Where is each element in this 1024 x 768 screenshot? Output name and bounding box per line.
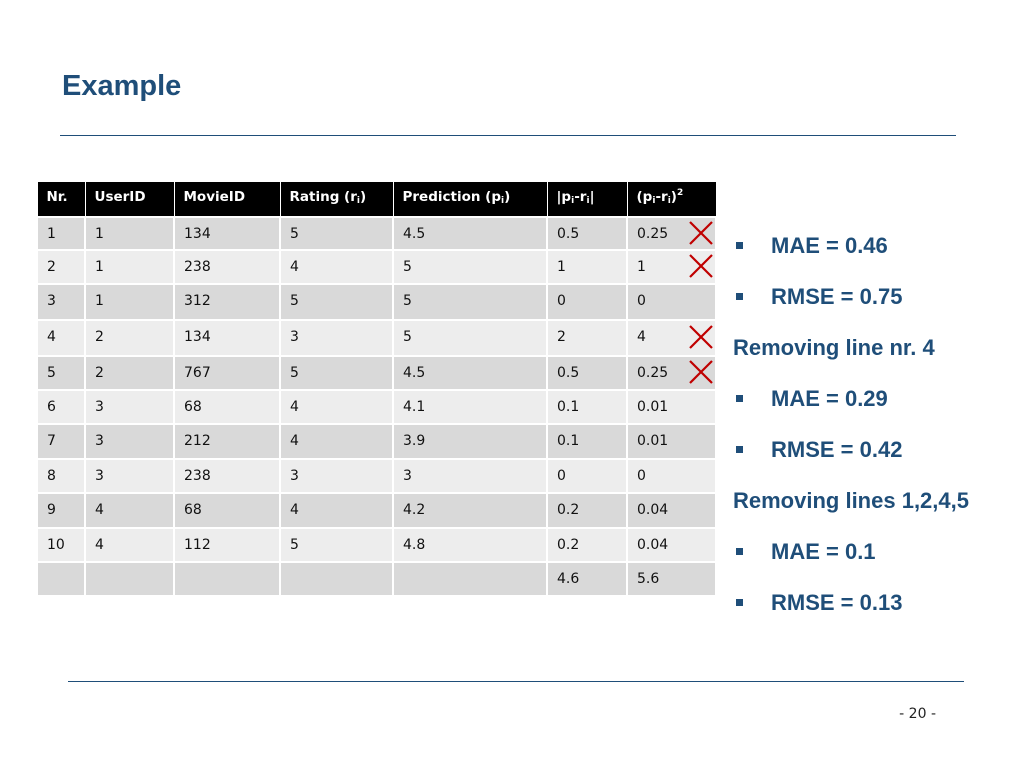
table-cell: 0 xyxy=(627,284,716,320)
table-cell: 3 xyxy=(85,424,174,459)
cross-icon xyxy=(688,359,714,385)
header-sq-sub1: i xyxy=(652,196,656,206)
header-abs-sub2: i xyxy=(586,196,590,206)
table-cell: 5 xyxy=(280,217,393,250)
table-row xyxy=(37,284,716,320)
table-row xyxy=(37,390,716,424)
table-cell: 1 xyxy=(85,284,174,320)
table-cell: 4 xyxy=(627,320,716,356)
table-cell: 7 xyxy=(37,424,85,459)
table-cell: 68 xyxy=(174,493,280,528)
table-cell: 4 xyxy=(37,320,85,356)
table-cell: 0.1 xyxy=(547,390,627,424)
table-cell xyxy=(280,562,393,596)
table-row xyxy=(37,320,716,356)
header-movieid: MovieID xyxy=(174,182,280,218)
heading-remove-1245: Removing lines 1,2,4,5 xyxy=(733,488,969,513)
table-row xyxy=(37,459,716,493)
table-cell: 0.5 xyxy=(547,217,627,250)
header-sq-sup: 2 xyxy=(676,188,684,198)
mae-all-text: MAE = 0.46 xyxy=(771,233,888,258)
table-cell: 5 xyxy=(37,356,85,390)
table-cell: 3 xyxy=(280,320,393,356)
bullet-square-icon xyxy=(736,293,743,300)
header-abs-close: | xyxy=(589,189,595,205)
table-cell: 0.01 xyxy=(627,424,716,459)
bullet-square-icon xyxy=(736,242,743,249)
table-cell: 0.25 xyxy=(627,217,716,250)
bullet-square-icon xyxy=(736,548,743,555)
table-cell: 0.01 xyxy=(627,390,716,424)
table-cell: 1 xyxy=(37,217,85,250)
table-cell: 10 xyxy=(37,528,85,562)
table-cell: 0 xyxy=(547,459,627,493)
table-row xyxy=(37,528,716,562)
table-cell: 4.1 xyxy=(393,390,547,424)
table-cell: 4 xyxy=(280,493,393,528)
table-cell: 1 xyxy=(627,250,716,284)
rmse-remove-4-text: RMSE = 0.42 xyxy=(771,437,903,462)
header-rating-close: ) xyxy=(359,189,367,205)
table-cell: 212 xyxy=(174,424,280,459)
table-cell: 134 xyxy=(174,320,280,356)
table-cell: 0.1 xyxy=(547,424,627,459)
table-cell xyxy=(174,562,280,596)
header-prediction-close: ) xyxy=(504,189,511,205)
table-cell: 3.9 xyxy=(393,424,547,459)
table-cell: 8 xyxy=(37,459,85,493)
table-row xyxy=(37,356,716,390)
heading-remove-4: Removing line nr. 4 xyxy=(733,335,935,360)
table-cell: 4 xyxy=(280,424,393,459)
table-cell: 4.8 xyxy=(393,528,547,562)
table-cell: 3 xyxy=(393,459,547,493)
cross-icon xyxy=(688,324,714,350)
table-cell: 5 xyxy=(280,284,393,320)
header-userid: UserID xyxy=(85,182,174,218)
table-cell: 0 xyxy=(547,284,627,320)
header-nr: Nr. xyxy=(37,182,85,218)
top-divider xyxy=(60,135,956,136)
table-cell: 4 xyxy=(280,250,393,284)
table-cell: 0.2 xyxy=(547,528,627,562)
table-cell: 2 xyxy=(85,356,174,390)
table-cell: 3 xyxy=(37,284,85,320)
table-cell: 4 xyxy=(85,528,174,562)
table-cell: 4.5 xyxy=(393,356,547,390)
table-cell: 3 xyxy=(280,459,393,493)
table-cell: 0.2 xyxy=(547,493,627,528)
bullet-square-icon xyxy=(736,446,743,453)
cross-icon xyxy=(688,253,714,279)
table-cell: 5 xyxy=(393,284,547,320)
table-cell: 3 xyxy=(85,459,174,493)
table-cell: 4.2 xyxy=(393,493,547,528)
table-cell: 4 xyxy=(280,390,393,424)
table-cell: 5 xyxy=(280,356,393,390)
mae-remove-4-text: MAE = 0.29 xyxy=(771,386,888,411)
table-cell: 112 xyxy=(174,528,280,562)
table-cell: 5 xyxy=(393,250,547,284)
table-cell: 0.04 xyxy=(627,493,716,528)
table-cell: 0 xyxy=(627,459,716,493)
table-cell: 6 xyxy=(37,390,85,424)
table-row xyxy=(37,217,716,250)
table-body xyxy=(37,217,716,596)
table-cell: 767 xyxy=(174,356,280,390)
table-row xyxy=(37,250,716,284)
table-cell: 238 xyxy=(174,459,280,493)
header-prediction xyxy=(393,182,547,218)
header-prediction-text: Prediction (p xyxy=(402,189,502,205)
header-abs-text: |p xyxy=(556,189,572,205)
header-abs-sub1: i xyxy=(571,196,575,206)
table-cell: 238 xyxy=(174,250,280,284)
table-row xyxy=(37,493,716,528)
table-cell: 0.25 xyxy=(627,356,716,390)
header-rating-sub: i xyxy=(356,196,360,206)
table-cell xyxy=(393,562,547,596)
table-cell: 2 xyxy=(37,250,85,284)
table-cell: 312 xyxy=(174,284,280,320)
table-cell: 4.6 xyxy=(547,562,627,596)
header-sq-sub2: i xyxy=(667,196,671,206)
table-cell: 1 xyxy=(85,250,174,284)
table-cell: 5.6 xyxy=(627,562,716,596)
table-cell: 4 xyxy=(85,493,174,528)
header-abs-mid: -r xyxy=(574,189,587,205)
table-cell: 134 xyxy=(174,217,280,250)
ratings-table xyxy=(36,181,717,597)
table-cell: 5 xyxy=(393,320,547,356)
cross-icon xyxy=(688,220,714,246)
table-cell xyxy=(37,562,85,596)
table-cell: 4.5 xyxy=(393,217,547,250)
header-sq-mid: -r xyxy=(655,189,668,205)
table-cell: 5 xyxy=(280,528,393,562)
bottom-divider xyxy=(68,681,964,682)
slide-title: Example xyxy=(62,70,182,102)
header-prediction-sub: i xyxy=(501,196,505,206)
header-sq-close: ) xyxy=(670,189,677,205)
bullet-square-icon xyxy=(736,599,743,606)
header-sq-text: (p xyxy=(636,189,653,205)
table-cell: 2 xyxy=(85,320,174,356)
totals-row xyxy=(37,562,716,596)
bullet-square-icon xyxy=(736,395,743,402)
table-row xyxy=(37,424,716,459)
table-cell: 2 xyxy=(547,320,627,356)
table-cell xyxy=(85,562,174,596)
header-abs-error xyxy=(547,182,627,218)
table-cell: 1 xyxy=(547,250,627,284)
page-number: - 20 - xyxy=(899,706,936,722)
table-cell: 1 xyxy=(85,217,174,250)
rmse-all-text: RMSE = 0.75 xyxy=(771,284,903,309)
table-cell: 0.04 xyxy=(627,528,716,562)
header-rating-text: Rating (r xyxy=(289,189,357,205)
table-cell: 0.5 xyxy=(547,356,627,390)
table-cell: 3 xyxy=(85,390,174,424)
table-header-row xyxy=(37,182,716,218)
table-cell: 9 xyxy=(37,493,85,528)
header-squared-error xyxy=(627,182,716,218)
rmse-remove-1245-text: RMSE = 0.13 xyxy=(771,590,903,615)
table-cell: 68 xyxy=(174,390,280,424)
mae-remove-1245-text: MAE = 0.1 xyxy=(771,539,876,564)
header-rating xyxy=(280,182,393,218)
